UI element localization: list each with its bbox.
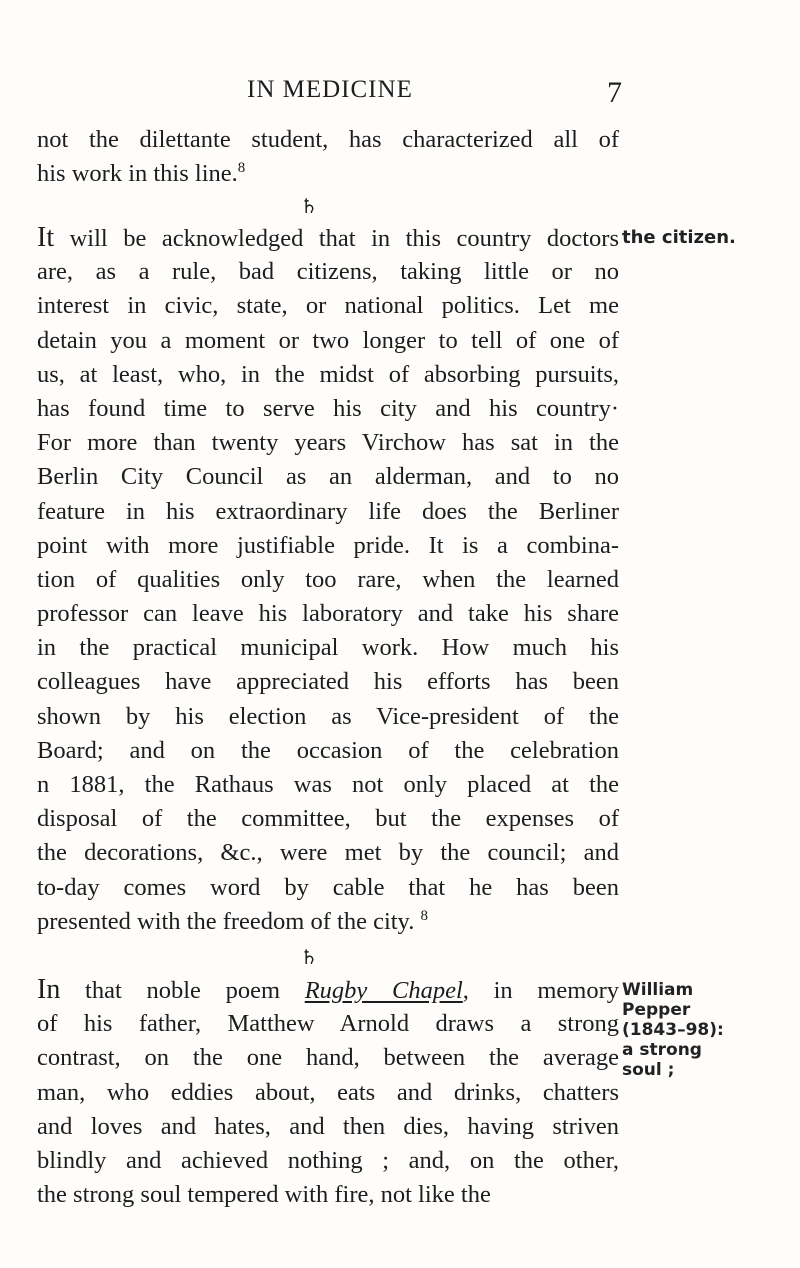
margin-note-pepper (622, 980, 782, 1080)
text-line: tion of qualities only too rare, when the learned (37, 565, 619, 593)
text-line: n 1881, the Rathaus was not only placed at the (37, 771, 619, 798)
paragraph-mark: ♄ (300, 947, 318, 969)
text-line: not the dilettante student, has characterized all of (37, 126, 619, 153)
text-line: has found time to serve his city and his country· (37, 394, 619, 422)
text-line: professor can leave his laboratory and take his share (37, 600, 619, 628)
text-line: shown by his election as Vice-president of the (37, 702, 619, 730)
text-line: blindly and achieved nothing ; and, on the other, (37, 1146, 619, 1174)
margin-note-line: (1843–98): (622, 1020, 724, 1040)
margin-note-line: Pepper (622, 1000, 691, 1020)
first-word: It (37, 222, 55, 253)
text-line-post: , in memory (462, 977, 619, 1004)
text-line: contrast, on the one hand, between the average (37, 1044, 619, 1072)
footnote-ref: 8 (420, 907, 428, 924)
text-line: colleagues have appreciated his efforts has been (37, 668, 619, 696)
text-line-content: his work in this line. (37, 160, 238, 188)
margin-note-line: William (622, 980, 694, 1000)
margin-note-citizen: the citizen. (622, 227, 736, 248)
paragraph-3 (37, 973, 619, 1212)
text-line (37, 221, 619, 255)
paragraph-mark: ♄ (300, 196, 318, 218)
text-line: the strong soul tempered with fire, not like the (37, 1181, 491, 1209)
page-number: 7 (607, 76, 623, 109)
text-line: are, as a rule, bad citizens, taking little or no (37, 258, 619, 286)
poem-title: Rugby Chapel (304, 977, 463, 1004)
paragraph-1 (37, 123, 619, 191)
text-line-content: will be acknowledged that in this country doctors (54, 225, 619, 252)
paragraph-2 (37, 221, 619, 939)
text-line: in the practical municipal work. How much his (37, 634, 619, 662)
text-line: us, at least, who, in the midst of absorbing pursuits, (37, 360, 619, 388)
text-line: the decorations, &c., were met by the council; and (37, 839, 619, 867)
text-line: detain you a moment or two longer to tell of one of (37, 326, 619, 354)
text-line (37, 157, 619, 191)
text-line: of his father, Matthew Arnold draws a strong (37, 1010, 619, 1038)
margin-note-line: a strong (622, 1040, 702, 1060)
text-line: feature in his extraordinary life does the Berliner (37, 497, 619, 525)
text-line: Board; and on the occasion of the celebration (37, 736, 619, 764)
text-line: For more than twenty years Virchow has sat in the (37, 429, 619, 457)
page-header (247, 76, 623, 108)
text-line: point with more justifiable pride. It is a combina- (37, 531, 619, 559)
text-line-content: presented with the freedom of the city. (37, 907, 415, 935)
first-word: In (37, 974, 61, 1005)
text-line: man, who eddies about, eats and drinks, chatters (37, 1078, 619, 1106)
text-line: disposal of the committee, but the expenses of (37, 805, 619, 833)
running-title: IN MEDICINE (247, 76, 413, 103)
text-line-pre: that noble poem (60, 977, 305, 1004)
text-line: and loves and hates, and then dies, having striven (37, 1112, 619, 1140)
text-line: Berlin City Council as an alderman, and to no (37, 463, 619, 491)
text-line: to-day comes word by cable that he has been (37, 873, 619, 901)
margin-note-line: soul ; (622, 1060, 675, 1080)
text-line (37, 905, 619, 939)
text-line (37, 973, 619, 1007)
text-line: interest in civic, state, or national politics. Let me (37, 292, 619, 320)
footnote-ref: 8 (237, 160, 246, 177)
